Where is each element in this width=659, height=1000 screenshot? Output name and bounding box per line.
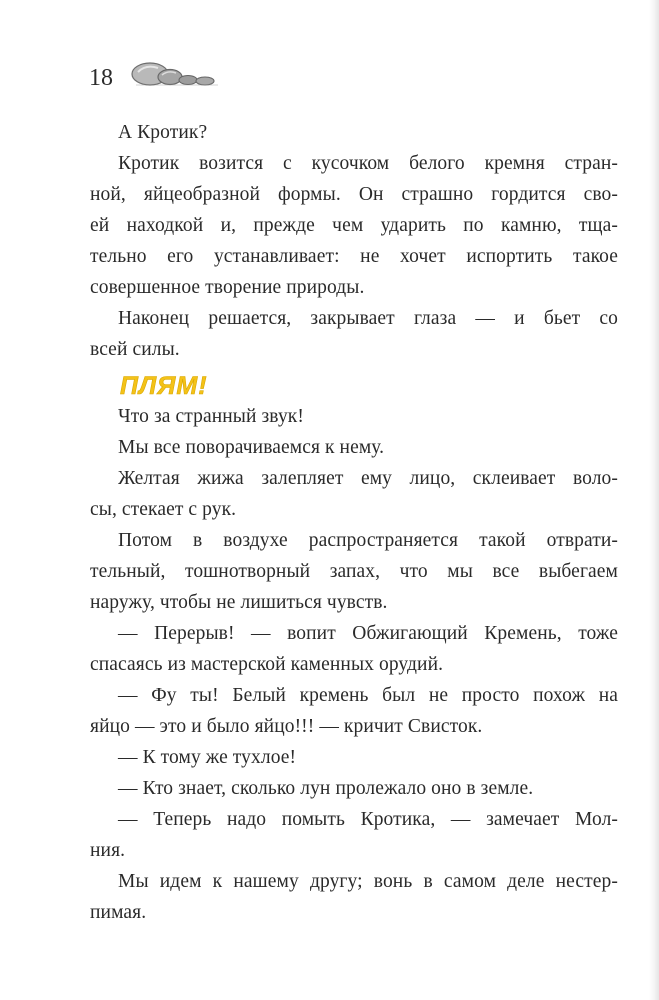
page-number: 18 xyxy=(89,65,113,91)
sound-effect-text: ПЛЯМ! xyxy=(120,372,208,400)
text-line: тельный, тошнотворный запах, что мы все выбегаем xyxy=(90,561,618,582)
text-line: ния. xyxy=(90,840,126,861)
paragraph xyxy=(90,148,618,303)
text-line: сы, стекает с рук. xyxy=(90,499,237,520)
text-line: спасаясь из мастерской каменных орудий. xyxy=(90,654,444,675)
paragraph xyxy=(90,680,618,742)
text-line: Мы идем к нашему другу; вонь в самом деле нестер- xyxy=(118,871,618,892)
paragraph xyxy=(118,117,618,148)
page-header xyxy=(86,54,246,94)
sound-effect-plyam xyxy=(118,367,238,401)
paragraph xyxy=(118,432,618,463)
paragraph xyxy=(90,303,618,365)
text-line: — Кто знает, сколько лун пролежало оно в земле. xyxy=(118,778,534,799)
paragraph xyxy=(90,525,618,618)
text-line: совершенное творение природы. xyxy=(90,277,365,298)
paragraph xyxy=(90,463,618,525)
paragraph xyxy=(90,804,618,866)
page-body xyxy=(90,117,618,928)
text-line: ной, яйцеобразной формы. Он страшно гордится сво- xyxy=(90,184,618,205)
text-line: пимая. xyxy=(90,902,147,923)
text-line: А Кротик? xyxy=(118,122,208,143)
text-line: яйцо — это и было яйцо!!! — кричит Свисток. xyxy=(90,716,483,737)
stones-icon xyxy=(126,54,226,86)
paragraph xyxy=(118,742,618,773)
text-line: — Перерыв! — вопит Обжигающий Кремень, тоже xyxy=(118,623,618,644)
paragraph xyxy=(118,401,618,432)
text-line: Что за странный звук! xyxy=(118,406,304,427)
text-line: — К тому же тухлое! xyxy=(118,747,297,768)
text-line: всей силы. xyxy=(90,339,180,360)
paragraph xyxy=(90,866,618,928)
paragraph xyxy=(118,773,618,804)
text-line: Потом в воздухе распространяется такой отврати- xyxy=(118,530,618,551)
text-line: Наконец решается, закрывает глаза — и бьет со xyxy=(118,308,618,329)
text-line: тельно его устанавливает: не хочет испортить такое xyxy=(90,246,618,267)
text-line: Мы все поворачиваемся к нему. xyxy=(118,437,385,458)
text-line: наружу, чтобы не лишиться чувств. xyxy=(90,592,388,613)
text-line: Желтая жижа залепляет ему лицо, склеивает воло- xyxy=(118,468,618,489)
text-line: Кротик возится с кусочком белого кремня стран- xyxy=(118,153,618,174)
text-line: ей находкой и, прежде чем ударить по камню, тща- xyxy=(90,215,618,236)
page-edge-shadow xyxy=(649,0,659,1000)
text-line: — Фу ты! Белый кремень был не просто похож на xyxy=(118,685,618,706)
text-line: — Теперь надо помыть Кротика, — замечает Мол- xyxy=(118,809,618,830)
paragraph xyxy=(90,618,618,680)
